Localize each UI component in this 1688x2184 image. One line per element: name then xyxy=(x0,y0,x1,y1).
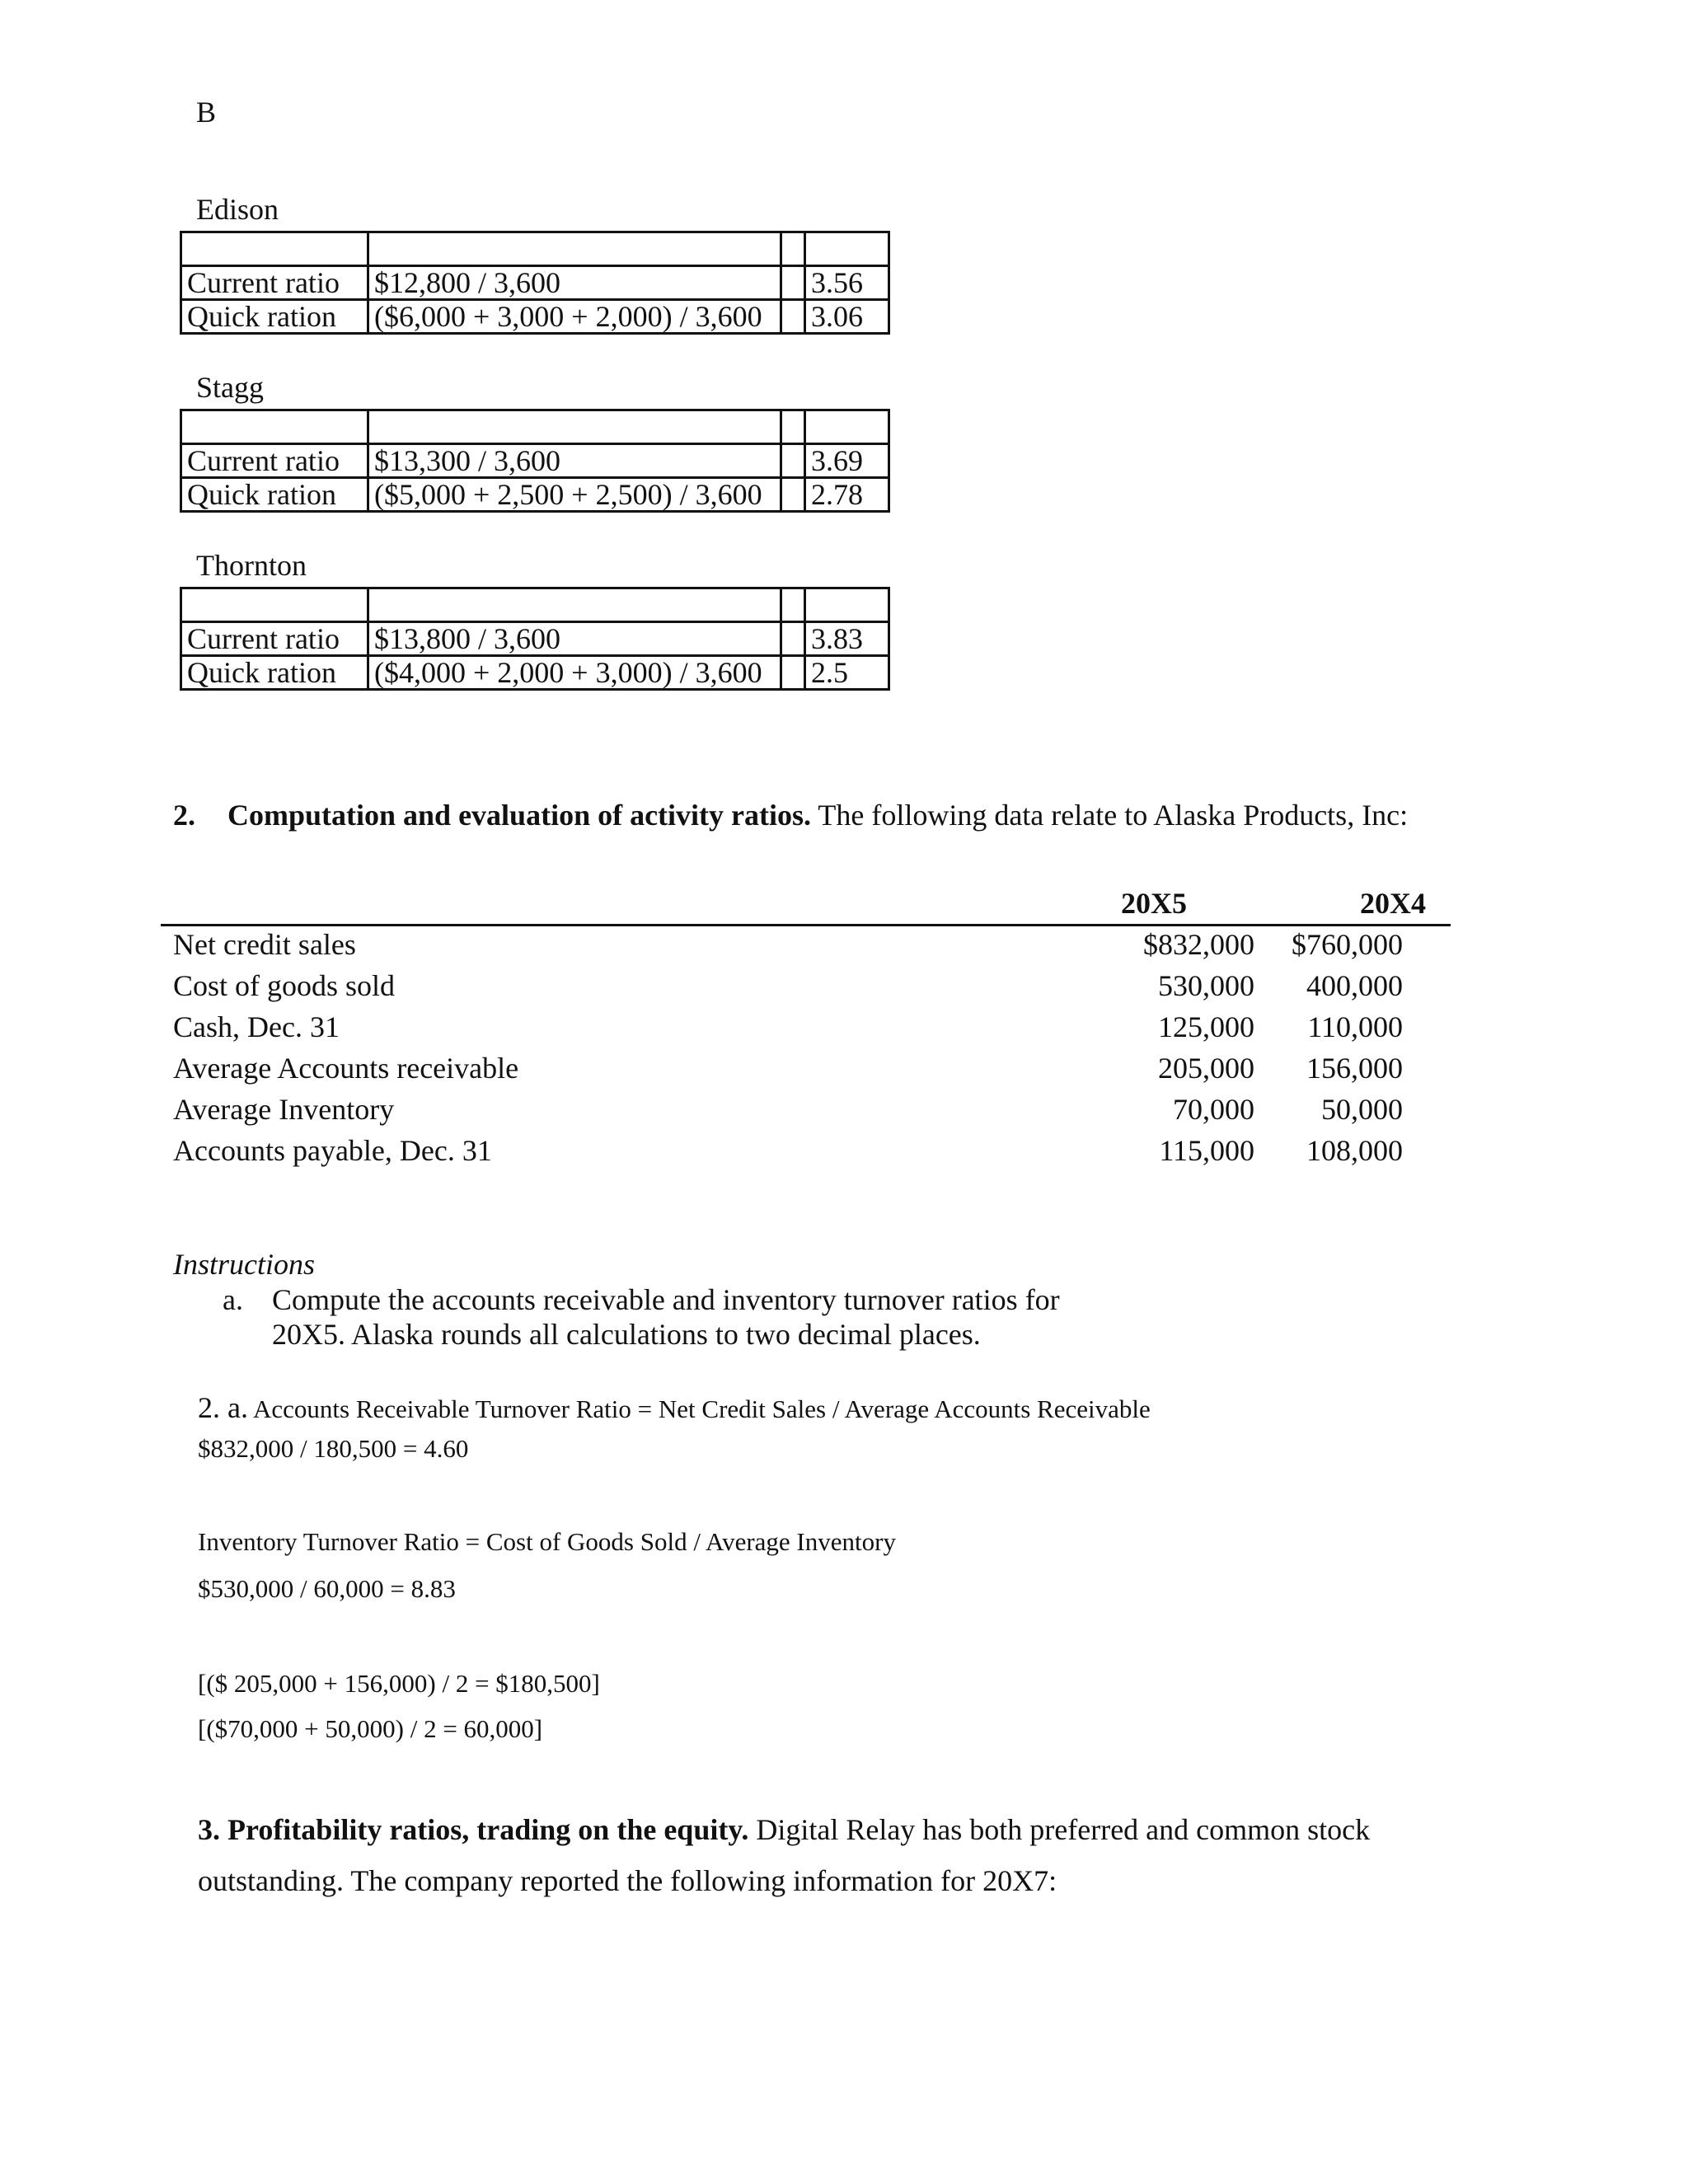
company-heading-thornton: Thornton xyxy=(196,549,307,582)
value-20x5: $832,000 xyxy=(1143,928,1254,961)
ratio-label: Quick ration xyxy=(181,656,368,690)
table-row xyxy=(181,656,889,690)
problem-3-heading xyxy=(198,1812,1370,1847)
problem-3-line-2: outstanding. The company reported the following information for 20X7: xyxy=(198,1864,1057,1897)
ar-turnover-formula xyxy=(198,1390,1151,1425)
ratio-table-thornton xyxy=(180,587,890,691)
problem-title: Computation and evaluation of activity ratios. xyxy=(227,799,812,832)
ratio-value: 3.06 xyxy=(805,300,889,334)
value-20x5: 530,000 xyxy=(1158,969,1254,1002)
row-label: Average Accounts receivable xyxy=(173,1052,519,1085)
row-label: Cash, Dec. 31 xyxy=(173,1010,340,1043)
value-20x4: 156,000 xyxy=(1306,1052,1403,1085)
page-letter: B xyxy=(196,96,217,129)
average-receivable-note: [($ 205,000 + 156,000) / 2 = $180,500] xyxy=(198,1669,600,1698)
column-header-20x5: 20X5 xyxy=(1121,887,1187,920)
inventory-turnover-calc: $530,000 / 60,000 = 8.83 xyxy=(198,1574,456,1603)
ratio-label: Quick ration xyxy=(181,300,368,334)
ratio-label: Quick ration xyxy=(181,478,368,512)
ratio-value: 2.78 xyxy=(805,478,889,512)
header-rule xyxy=(161,924,1451,926)
ratio-formula: $13,300 / 3,600 xyxy=(368,444,781,478)
table-row xyxy=(181,478,889,512)
problem-3-title: 3. Profitability ratios, trading on the equity. xyxy=(198,1813,749,1846)
ratio-label: Current ratio xyxy=(181,444,368,478)
row-label: Accounts payable, Dec. 31 xyxy=(173,1134,492,1167)
value-20x4: 110,000 xyxy=(1307,1010,1403,1043)
problem-3-text: Digital Relay has both preferred and common stock xyxy=(748,1813,1371,1846)
value-20x4: 400,000 xyxy=(1306,969,1403,1002)
value-20x4: $760,000 xyxy=(1292,928,1403,961)
ratio-label: Current ratio xyxy=(181,622,368,656)
solution-prefix: 2. a. xyxy=(198,1391,248,1424)
average-inventory-note: [($70,000 + 50,000) / 2 = 60,000] xyxy=(198,1714,543,1743)
value-20x5: 125,000 xyxy=(1158,1010,1254,1043)
company-heading-edison: Edison xyxy=(196,193,279,226)
instruction-line-2: 20X5. Alaska rounds all calculations to two decimal places. xyxy=(272,1318,981,1351)
ratio-table-stagg xyxy=(180,409,890,513)
ratio-formula: ($6,000 + 3,000 + 2,000) / 3,600 xyxy=(368,300,781,334)
ratio-formula: ($4,000 + 2,000 + 3,000) / 3,600 xyxy=(368,656,781,690)
table-row xyxy=(181,622,889,656)
instruction-marker: a. xyxy=(223,1283,243,1316)
row-label: Average Inventory xyxy=(173,1093,395,1126)
table-row xyxy=(181,300,889,334)
instruction-line-1: Compute the accounts receivable and inventory turnover ratios for xyxy=(272,1283,1060,1316)
inventory-turnover-formula: Inventory Turnover Ratio = Cost of Goods Sold / Average Inventory xyxy=(198,1527,896,1556)
ratio-formula: $13,800 / 3,600 xyxy=(368,622,781,656)
ratio-label: Current ratio xyxy=(181,266,368,300)
value-20x4: 50,000 xyxy=(1321,1093,1403,1126)
table-row xyxy=(181,266,889,300)
ratio-value: 2.5 xyxy=(805,656,889,690)
ratio-value: 3.83 xyxy=(805,622,889,656)
instructions-heading: Instructions xyxy=(173,1248,316,1281)
row-label: Cost of goods sold xyxy=(173,969,396,1002)
value-20x5: 70,000 xyxy=(1173,1093,1254,1126)
ar-formula-text: Accounts Receivable Turnover Ratio = Net Credit Sales / Average Accounts Receivable xyxy=(247,1394,1151,1423)
row-label: Net credit sales xyxy=(173,928,356,961)
column-header-20x4: 20X4 xyxy=(1360,887,1426,920)
ratio-table-edison xyxy=(180,231,890,335)
value-20x4: 108,000 xyxy=(1306,1134,1403,1167)
value-20x5: 205,000 xyxy=(1158,1052,1254,1085)
problem-2-heading xyxy=(173,798,1408,832)
ratio-formula: ($5,000 + 2,500 + 2,500) / 3,600 xyxy=(368,478,781,512)
ar-turnover-calc: $832,000 / 180,500 = 4.60 xyxy=(198,1434,469,1463)
ratio-value: 3.69 xyxy=(805,444,889,478)
ratio-value: 3.56 xyxy=(805,266,889,300)
table-row xyxy=(181,444,889,478)
company-heading-stagg: Stagg xyxy=(196,371,265,404)
ratio-formula: $12,800 / 3,600 xyxy=(368,266,781,300)
problem-number: 2. xyxy=(173,799,195,832)
value-20x5: 115,000 xyxy=(1159,1134,1254,1167)
problem-intro: The following data relate to Alaska Products, Inc: xyxy=(811,799,1409,832)
